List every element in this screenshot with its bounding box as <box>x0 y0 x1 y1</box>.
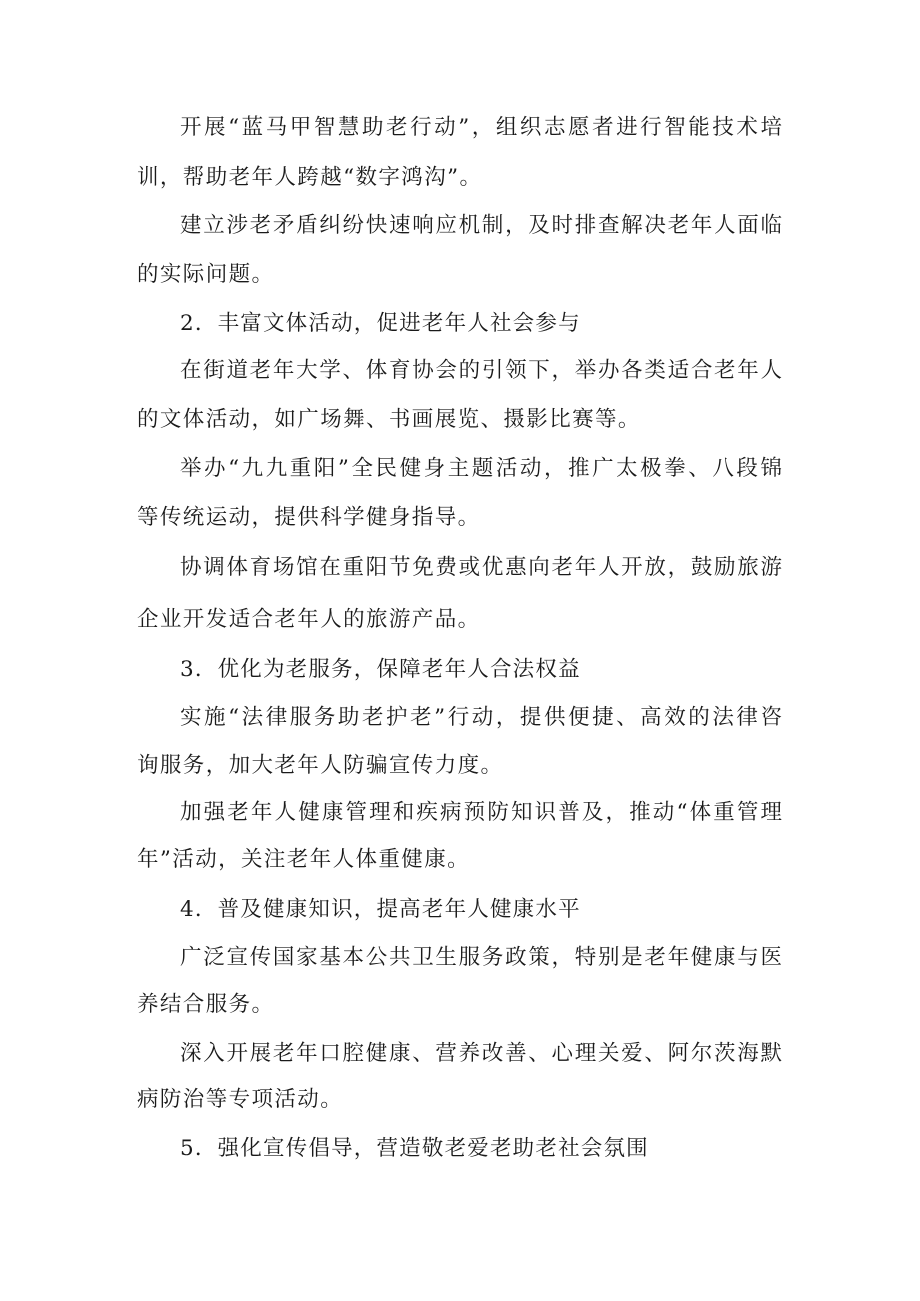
paragraph-line: 实施“法律服务助老护老”行动，提供便捷、高效的法律咨 <box>180 705 782 730</box>
paragraph-line: 开展“蓝马甲智慧助老行动”，组织志愿者进行智能技术培 <box>180 115 782 140</box>
paragraph-line: 加强老年人健康管理和疾病预防知识普及，推动“体重管理 <box>180 800 782 825</box>
paragraph-line: 举办“九九重阳”全民健身主题活动，推广太极拳、八段锦 <box>180 456 782 481</box>
paragraph-line: 建立涉老矛盾纠纷快速响应机制，及时排查解决老年人面临 <box>180 213 782 238</box>
paragraph-line: 病防治等专项活动。 <box>137 1087 344 1112</box>
section-heading: 4．普及健康知识，提高老年人健康水平 <box>180 897 581 922</box>
paragraph-line: 养结合服务。 <box>137 992 275 1017</box>
paragraph-line: 等传统运动，提供科学健身指导。 <box>137 505 481 530</box>
paragraph-line: 年”活动，关注老年人体重健康。 <box>137 847 470 872</box>
paragraph-line: 的实际问题。 <box>137 262 275 287</box>
paragraph-line: 深入开展老年口腔健康、营养改善、心理关爱、阿尔茨海默 <box>180 1041 782 1066</box>
section-heading: 5．强化宣传倡导，营造敬老爱老助老社会氛围 <box>180 1136 649 1161</box>
paragraph-line: 企业开发适合老年人的旅游产品。 <box>137 607 481 632</box>
paragraph-line: 的文体活动，如广场舞、书画展览、摄影比赛等。 <box>137 407 641 432</box>
paragraph-line: 在街道老年大学、体育协会的引领下，举办各类适合老年人 <box>180 358 782 383</box>
section-heading: 3．优化为老服务，保障老年人合法权益 <box>180 657 581 682</box>
paragraph-line: 训，帮助老年人跨越“数字鸿沟”。 <box>137 165 483 190</box>
paragraph-line: 询服务，加大老年人防骗宣传力度。 <box>137 753 504 778</box>
section-heading: 2．丰富文体活动，促进老年人社会参与 <box>180 311 581 336</box>
paragraph-line: 广泛宣传国家基本公共卫生服务政策，特别是老年健康与医 <box>180 945 782 970</box>
paragraph-line: 协调体育场馆在重阳节免费或优惠向老年人开放，鼓励旅游 <box>180 555 782 580</box>
